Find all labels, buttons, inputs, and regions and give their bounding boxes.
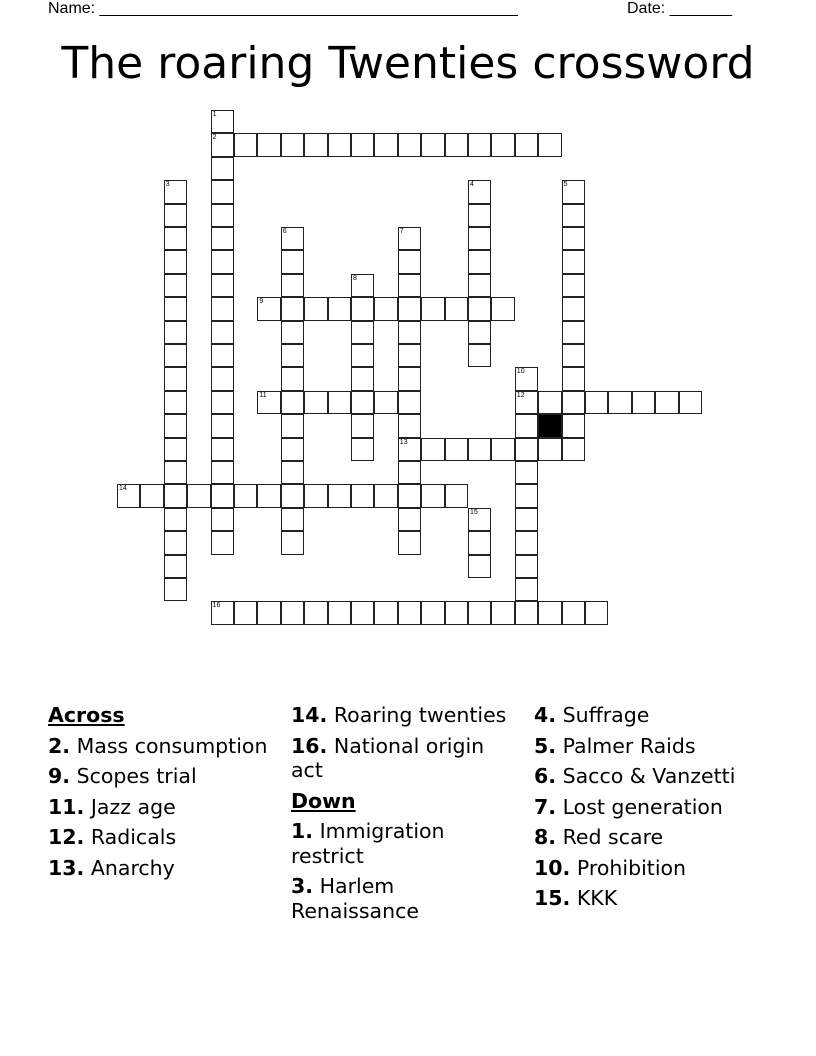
grid-cell[interactable] (211, 204, 234, 227)
clue-number: 12. (48, 825, 85, 849)
grid-cell[interactable] (328, 601, 351, 624)
grid-cell[interactable] (164, 438, 187, 461)
grid-cell[interactable] (304, 297, 327, 320)
grid-cell[interactable] (515, 438, 538, 461)
grid-cell[interactable] (164, 391, 187, 414)
grid-cell[interactable] (491, 297, 514, 320)
clue-number: 2. (48, 733, 71, 758)
grid-cell[interactable] (398, 531, 421, 554)
clue-number: 11. (48, 794, 85, 819)
grid-cell[interactable] (117, 484, 140, 507)
grid-cell[interactable] (328, 484, 351, 507)
grid-cell[interactable] (445, 133, 468, 156)
cell-number: 7 (399, 228, 404, 235)
grid-cell[interactable] (562, 250, 585, 273)
grid-cell[interactable] (398, 250, 421, 273)
grid-cell[interactable] (515, 484, 538, 507)
grid-cell[interactable] (468, 508, 491, 531)
grid-cell[interactable] (562, 180, 585, 203)
grid-cell[interactable] (515, 133, 538, 156)
header-line (48, 0, 748, 20)
page-title: The roaring Twenties crossword (61, 38, 755, 89)
clue-across-9 (48, 764, 268, 789)
grid-cell[interactable] (351, 391, 374, 414)
grid-cell[interactable] (281, 531, 304, 554)
grid-cell[interactable] (374, 297, 397, 320)
grid-cell[interactable] (491, 601, 514, 624)
grid-cell[interactable] (351, 274, 374, 297)
clue-number: 16. (291, 733, 328, 758)
grid-cell[interactable] (562, 321, 585, 344)
grid-cell[interactable] (351, 484, 374, 507)
clue-text: National origin act (291, 733, 485, 782)
clue-down-15 (534, 886, 754, 911)
grid-cell[interactable] (374, 484, 397, 507)
grid-cell[interactable] (421, 133, 444, 156)
grid-cell[interactable] (398, 484, 421, 507)
clue-down-8 (534, 825, 754, 850)
grid-cell[interactable] (211, 484, 234, 507)
grid-cell[interactable] (211, 157, 234, 180)
cell-number: 1 (212, 111, 217, 118)
grid-cell[interactable] (421, 484, 444, 507)
grid-cell[interactable] (538, 601, 561, 624)
grid-cell[interactable] (491, 438, 514, 461)
grid-cell[interactable] (445, 601, 468, 624)
grid-cell[interactable] (468, 274, 491, 297)
cell-number: 6 (282, 228, 287, 235)
grid-cell[interactable] (562, 274, 585, 297)
grid-cell[interactable] (562, 204, 585, 227)
grid-cell[interactable] (164, 555, 187, 578)
clue-text: Immigration restrict (291, 819, 445, 868)
clue-text: Mass consumption (76, 733, 268, 758)
grid-cell[interactable] (281, 367, 304, 390)
grid-cell[interactable] (608, 391, 631, 414)
grid-cell[interactable] (562, 227, 585, 250)
grid-cell[interactable] (211, 110, 234, 133)
grid-cell[interactable] (281, 484, 304, 507)
clue-across-11 (48, 795, 268, 820)
grid-cell[interactable] (468, 438, 491, 461)
grid-cell[interactable] (234, 484, 257, 507)
grid-cell[interactable] (351, 344, 374, 367)
grid-cell[interactable] (351, 414, 374, 437)
grid-cell[interactable] (164, 204, 187, 227)
grid-cell[interactable] (211, 391, 234, 414)
clue-number: 4. (534, 703, 557, 727)
grid-cell[interactable] (562, 344, 585, 367)
name-field-label[interactable]: Name: _______________________________________________ (48, 0, 518, 17)
grid-cell[interactable] (468, 297, 491, 320)
cell-number: 12 (516, 391, 525, 399)
grid-cell[interactable] (398, 391, 421, 414)
grid-cell[interactable] (351, 438, 374, 461)
grid-cell[interactable] (281, 227, 304, 250)
clue-number: 1. (291, 819, 314, 843)
grid-cell[interactable] (211, 367, 234, 390)
clue-number: 15. (534, 886, 571, 910)
grid-cell[interactable] (374, 391, 397, 414)
grid-cell[interactable] (515, 508, 538, 531)
grid-cell[interactable] (328, 297, 351, 320)
grid-cell[interactable] (421, 297, 444, 320)
grid-cell[interactable] (398, 601, 421, 624)
grid-cell[interactable] (164, 250, 187, 273)
grid-cell[interactable] (211, 414, 234, 437)
clue-text: Red scare (562, 825, 664, 849)
grid-cell[interactable] (281, 133, 304, 156)
grid-cell[interactable] (491, 133, 514, 156)
grid-cell[interactable] (468, 601, 491, 624)
grid-cell[interactable] (515, 461, 538, 484)
grid-cell[interactable] (304, 391, 327, 414)
date-field-label[interactable]: Date: _______ (627, 0, 732, 17)
grid-cell[interactable] (211, 508, 234, 531)
grid-cell[interactable] (164, 414, 187, 437)
grid-cell[interactable] (351, 367, 374, 390)
grid-cell[interactable] (281, 461, 304, 484)
clue-number: 10. (534, 855, 571, 880)
grid-cell[interactable] (211, 601, 234, 624)
grid-cell[interactable] (164, 578, 187, 601)
clue-number: 8. (534, 825, 557, 849)
grid-cell[interactable] (211, 297, 234, 320)
grid-cell[interactable] (281, 274, 304, 297)
grid-cell[interactable] (515, 601, 538, 624)
cell-number: 15 (470, 508, 478, 516)
clue-across-14 (291, 703, 511, 728)
grid-cell[interactable] (562, 601, 585, 624)
grid-cell[interactable] (374, 133, 397, 156)
cell-number: 5 (563, 181, 568, 189)
grid-cell[interactable] (281, 344, 304, 367)
cell-number: 3 (165, 181, 170, 189)
grid-cell[interactable] (679, 391, 702, 414)
grid-cell[interactable] (398, 461, 421, 484)
grid-cell[interactable] (211, 250, 234, 273)
grid-cell[interactable] (211, 344, 234, 367)
grid-cell[interactable] (187, 484, 210, 507)
grid-cell[interactable] (328, 133, 351, 156)
grid-cell[interactable] (398, 227, 421, 250)
grid-cell[interactable] (351, 321, 374, 344)
clue-text: Palmer Raids (562, 733, 696, 758)
grid-cell[interactable] (421, 601, 444, 624)
clue-number: 13. (48, 855, 85, 880)
grid-cell[interactable] (515, 414, 538, 437)
grid-cell[interactable] (468, 204, 491, 227)
grid-cell[interactable] (281, 250, 304, 273)
clue-text: Scopes trial (76, 764, 197, 788)
grid-cell[interactable] (164, 461, 187, 484)
clue-down-1 (291, 819, 511, 868)
grid-cell[interactable] (351, 297, 374, 320)
grid-cell[interactable] (538, 391, 561, 414)
grid-cell[interactable] (445, 297, 468, 320)
grid-cell[interactable] (281, 508, 304, 531)
grid-cell[interactable] (398, 133, 421, 156)
grid-cell[interactable] (281, 297, 304, 320)
clue-number: 5. (534, 733, 557, 758)
grid-cell[interactable] (211, 274, 234, 297)
clue-text: Anarchy (90, 855, 175, 880)
clue-down-4 (534, 703, 754, 728)
grid-cell[interactable] (164, 180, 187, 203)
clue-text: Jazz age (90, 794, 176, 819)
grid-cell[interactable] (468, 555, 491, 578)
grid-cell[interactable] (140, 484, 163, 507)
cell-number: 10 (516, 368, 525, 376)
grid-cell[interactable] (281, 438, 304, 461)
cell-number: 2 (212, 134, 217, 142)
grid-cell[interactable] (562, 297, 585, 320)
clue-text: Roaring twenties (333, 703, 507, 727)
clue-across-2 (48, 734, 268, 759)
grid-cell[interactable] (468, 250, 491, 273)
grid-cell[interactable] (211, 461, 234, 484)
grid-cell[interactable] (398, 367, 421, 390)
grid-cell[interactable] (351, 133, 374, 156)
cell-number: 13 (399, 438, 408, 446)
clue-across-16 (291, 734, 511, 783)
grid-cell[interactable] (398, 414, 421, 437)
grid-cell[interactable] (164, 344, 187, 367)
grid-cell[interactable] (398, 508, 421, 531)
down-heading: Down (291, 788, 356, 813)
grid-cell[interactable] (468, 321, 491, 344)
grid-cell[interactable] (304, 133, 327, 156)
grid-cell[interactable] (211, 438, 234, 461)
cell-number: 14 (119, 485, 127, 493)
clue-text: Harlem Renaissance (291, 874, 419, 923)
clue-text: Radicals (90, 825, 177, 849)
grid-cell[interactable] (164, 274, 187, 297)
grid-cell[interactable] (257, 601, 280, 624)
grid-cell[interactable] (257, 297, 280, 320)
grid-cell[interactable] (562, 438, 585, 461)
clues-column-2 (291, 703, 511, 929)
grid-cell[interactable] (164, 508, 187, 531)
clue-down-5 (534, 734, 754, 759)
grid-cell[interactable] (257, 484, 280, 507)
clue-text: Lost generation (562, 794, 723, 819)
grid-cell[interactable] (538, 133, 561, 156)
grid-cell[interactable] (211, 227, 234, 250)
grid-cell[interactable] (585, 601, 608, 624)
grid-cell[interactable] (211, 180, 234, 203)
cell-number: 8 (353, 274, 357, 282)
cell-number: 16 (212, 602, 221, 610)
clue-down-7 (534, 795, 754, 820)
clue-text: Prohibition (576, 855, 687, 880)
clue-across-12 (48, 825, 268, 850)
clue-number: 3. (291, 874, 314, 898)
grid-cell[interactable] (234, 133, 257, 156)
clue-down-3 (291, 874, 511, 923)
grid-cell[interactable] (468, 344, 491, 367)
cell-number: 9 (259, 298, 264, 306)
grid-cell[interactable] (328, 391, 351, 414)
clue-text: KKK (576, 886, 618, 910)
grid-cell[interactable] (351, 601, 374, 624)
grid-cell[interactable] (562, 367, 585, 390)
grid-cell[interactable] (304, 484, 327, 507)
clue-text: Suffrage (562, 703, 650, 727)
clue-text: Sacco & Vanzetti (562, 764, 736, 788)
clues-column-1 (48, 703, 268, 886)
across-heading: Across (48, 703, 125, 727)
grid-cell[interactable] (515, 555, 538, 578)
cell-number: 4 (470, 181, 474, 189)
grid-cell[interactable] (468, 531, 491, 554)
clue-down-10 (534, 856, 754, 881)
clue-number: 9. (48, 764, 71, 788)
grid-cell[interactable] (211, 321, 234, 344)
grid-cell[interactable] (468, 227, 491, 250)
grid-cell[interactable] (164, 227, 187, 250)
grid-cell[interactable] (585, 391, 608, 414)
grid-cell[interactable] (562, 391, 585, 414)
grid-cell[interactable] (398, 274, 421, 297)
cell-number: 11 (259, 391, 267, 399)
grid-cell[interactable] (468, 180, 491, 203)
clues-column-3 (534, 703, 754, 917)
grid-cell[interactable] (632, 391, 655, 414)
clue-number: 6. (534, 764, 557, 788)
grid-cell[interactable] (398, 344, 421, 367)
grid-cell[interactable] (281, 391, 304, 414)
clue-number: 14. (291, 703, 328, 727)
grid-cell[interactable] (211, 531, 234, 554)
grid-cell[interactable] (398, 321, 421, 344)
grid-cell[interactable] (164, 367, 187, 390)
grid-cell[interactable] (398, 438, 421, 461)
grid-cell[interactable] (562, 414, 585, 437)
grid-cell[interactable] (164, 484, 187, 507)
grid-cell[interactable] (164, 531, 187, 554)
grid-cell[interactable] (655, 391, 678, 414)
grid-cell[interactable] (257, 391, 280, 414)
grid-cell[interactable] (468, 133, 491, 156)
grid-cell[interactable] (515, 367, 538, 390)
grid-cell[interactable] (421, 438, 444, 461)
grid-cell[interactable] (164, 297, 187, 320)
grid-cell[interactable] (281, 601, 304, 624)
grid-cell[interactable] (281, 321, 304, 344)
grid-cell[interactable] (304, 601, 327, 624)
grid-cell[interactable] (374, 601, 397, 624)
grid-cell[interactable] (515, 391, 538, 414)
grid-cell[interactable] (445, 484, 468, 507)
grid-cell[interactable] (257, 133, 280, 156)
grid-cell[interactable] (538, 438, 561, 461)
grid-cell[interactable] (211, 133, 234, 156)
clue-across-13 (48, 856, 268, 881)
grid-cell[interactable] (234, 601, 257, 624)
black-cell (538, 414, 561, 437)
clue-down-6 (534, 764, 754, 789)
grid-cell[interactable] (445, 438, 468, 461)
grid-cell[interactable] (281, 414, 304, 437)
grid-cell[interactable] (515, 531, 538, 554)
clue-number: 7. (534, 794, 557, 819)
grid-cell[interactable] (515, 578, 538, 601)
grid-cell[interactable] (164, 321, 187, 344)
grid-cell[interactable] (398, 297, 421, 320)
